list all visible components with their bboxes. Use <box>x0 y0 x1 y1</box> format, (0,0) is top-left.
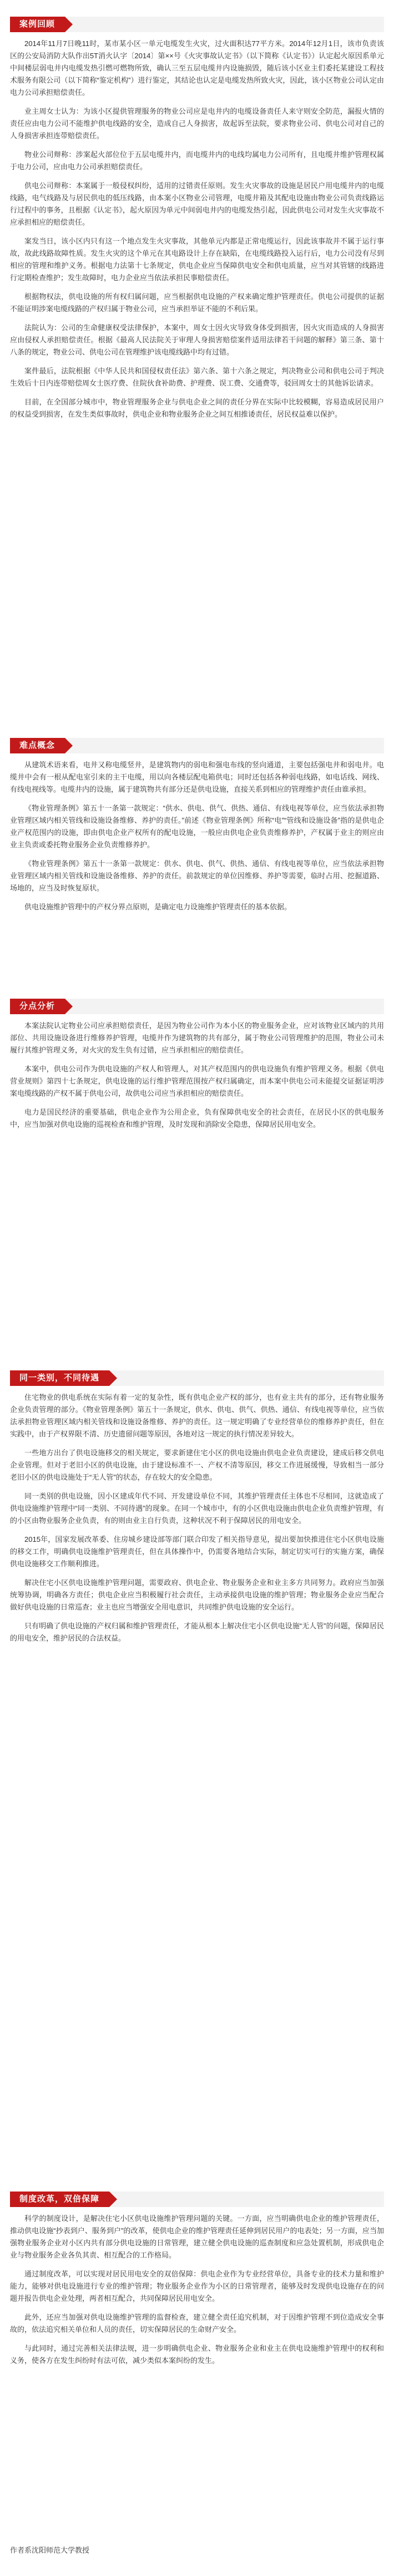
section-body <box>10 759 384 913</box>
section-body <box>10 38 384 421</box>
paragraph: 本案法院认定物业公司应承担赔偿责任，是因为物业公司作为本小区的物业服务企业，应对该物业区域内的共用部位、共用设施设备进行维修养护管理，电缆井作为建筑物的共有部分，属于物业公司管理维护的范围，物业公司未履行其维护管理义务，对火灾的发生负有过错，应当承担相应的赔偿责任。 <box>10 1021 384 1054</box>
section-analysis <box>0 999 394 1137</box>
paragraph: 与此同时，通过完善相关法律法规，进一步明确供电企业、物业服务企业和业主在供电设施维护管理中的权利和义务，使各方在发生纠纷时有法可依，减少类似本案纠纷的发生。 <box>10 2344 384 2365</box>
section-case-review <box>0 17 394 427</box>
section-reform <box>0 2192 394 2373</box>
section-title: 同一类别，不同待遇 <box>12 1370 109 1386</box>
paragraph: 案件最后，法院根据《中华人民共和国侵权责任法》第六条、第十六条之规定，判决物业公司和供电公司于判决生效后十日内连带赔偿周女士医疗费、住院伙食补助费、护理费、误工费、交通费等，驳回周女士的其他诉讼请求。 <box>10 367 384 387</box>
paragraph: 案发当日，该小区内只有这一个地点发生火灾事故，其他单元内都是正常电缆运行，因此该事故并不属于运行事故，故此线路故障性质。发生火灾的这个单元在其电路设计上存在缺陷，在电缆线路投入运行后，电力公司没有尽到相应的管理和维护义务。根据电力法第十七条规定，供电企业应当保障供电安全和供电质量，应当对其管辖的线路进行定期检查维护；发生故障时，电力企业应当依法承担民事赔偿责任。 <box>10 237 384 282</box>
section-body <box>10 1391 384 1644</box>
paragraph: 供电公司辩称：本案属于一般侵权纠纷，适用的过错责任原则。发生火灾事故的设施是居民户用电缆井内的电缆线路，电气线路及与居民供电的低压线路，由本案小区物业公司管理，电缆井箱及其配电设施由物业公司负责线路运行过程中的事务，且根据《认定书》，起火原因为单元中间弱电井内的电缆发热引起，因此供电公司对发生火灾事故不应承担相应的赔偿责任。 <box>10 181 384 226</box>
section-title: 案例回顾 <box>12 17 65 32</box>
section-title: 分点分析 <box>12 999 65 1014</box>
paragraph: 从建筑术语来看，电井又称电缆竖井，是建筑物内的弱电和强电布线的竖向通道，主要包括强电井和弱电井。电缆井中会有一根从配电室引来的主干电缆，用以向各楼层配电箱供电；同时还包括各种弱电线路，如电话线、网线、有线电视线等。电缆井内的设施，属于建筑物共有部分还是供电设施，直接关系到相应的管理维护责任由谁承担。 <box>10 761 384 793</box>
paragraph: 一些地方出台了供电设施移交的相关规定，要求新建住宅小区的供电设施由供电企业负责建设，建成后移交供电企业管理。但对于老旧小区的供电设施，由于建设标准不一、产权不清等原因，移交工作进展缓慢，导致相当一部分老旧小区的供电设施处于“无人管”的状态，存在较大的安全隐患。 <box>10 1449 384 1481</box>
paragraph: 物业公司辩称：涉案起火部位位于五层电缆井内，而电缆井内的电线均属电力公司所有，且电缆井维护管理权属于电力公司，应由电力公司承担赔偿责任。 <box>10 150 384 171</box>
paragraph: 本案中，供电公司作为供电设施的产权人和管理人，对其产权范围内的供电设施负有维护管理义务。根据《供电营业规则》第四十七条规定，供电设施的运行维护管理范围按产权归属确定，而本案中供电公司未能提交证据证明涉案电缆线路的产权不属于供电公司，故供电公司应当承担相应的赔偿责任。 <box>10 1065 384 1097</box>
section-body <box>10 1020 384 1131</box>
paragraph: 供电设施维护管理中的产权分界点原则，是确定电力设施维护管理责任的基本依据。 <box>24 903 292 911</box>
paragraph: 只有明确了供电设施的产权归属和维护管理责任，才能从根本上解决住宅小区供电设施“无人管”的问题，保障居民的用电安全，维护居民的合法权益。 <box>10 1622 384 1642</box>
paragraph: 《物业管理条例》第五十一条第一款规定：供水、供电、供气、供热、通信、有线电视等单位，应当依法承担物业管理区域内相关管线和设施设备维修、养护的责任。前款规定的单位因维修、养护等需要，临时占用、挖掘道路、场地的，应当及时恢复原状。 <box>10 859 384 892</box>
paragraph: 2014年11月7日晚11时，某市某小区一单元电缆发生火灾，过火面积达77平方米。2014年12月1日，该市负责该区的公安局消防大队作出5T消火认字〔2014〕第××号《火灾事故认定书》（以下简称《认定书》）认定起火原因系单元中间楼层弱电井内电缆发热引燃可燃物所致，确认三至五层电缆井内设施损毁，随后该小区业主们委托某建设工程技术服务有限公司（以下简称“鉴定机构”）进行鉴定，其结论也认定是电缆发热所致火灾，因此，该小区物业公司认定由电力公司承担赔偿责任。 <box>10 39 384 97</box>
paragraph: 法院认为：公司的生命健康权受法律保护，本案中，周女士因火灾导致身体受到损害，因火灾而造成的人身损害应由侵权人承担赔偿责任。根据《最高人民法院关于审理人身损害赔偿案件适用法律若干问题的解释》第三条、第十八条的规定，物业公司、供电公司在管理维护该电缆线路中均有过错。 <box>10 323 384 356</box>
paragraph: 同一类别的供电设施，因小区建成年代不同、开发建设单位不同，其维护管理责任主体也不尽相同，这就造成了供电设施维护管理中“同一类别、不同待遇”的现象。在同一个城市中，有的小区供电设施由供电企业负责维护管理，有的小区由物业服务企业负责，有的则由业主自行负责，这种状况不利于保障居民的用电安全。 <box>10 1492 384 1525</box>
paragraph: 住宅物业的供电系统在实际有着一定的复杂性，既有供电企业产权的部分，也有业主共有的部分，还有物业服务企业负责管理的部分。《物业管理条例》第五十一条规定，供水、供电、供气、供热、通信、有线电视等单位，应当依法承担物业管理区域内相关管线和设施设备维修、养护的责任。这一规定明确了专业经营单位的维修养护责任，但在实践中，由于产权界限不清、历史遗留问题等原因，各地对这一规定的执行情况差异较大。 <box>10 1393 384 1438</box>
section-body <box>10 2213 384 2367</box>
paragraph: 根据物权法，供电设施的所有权归属问题，应当根据供电设施的产权来确定维护管理责任。供电公司提供的证据不能证明涉案电缆线路的产权归属于物业公司，应当承担举证不能的不利后果。 <box>10 292 384 313</box>
section-same-category <box>0 1370 394 1651</box>
section-header <box>10 738 384 753</box>
paragraph: 电力是国民经济的重要基础，供电企业作为公用企业，负有保障供电安全的社会责任，在居民小区的供电服务中，应当加强对供电设施的巡视检查和维护管理，及时发现和消除安全隐患，保障居民用电安全。 <box>10 1108 384 1128</box>
section-header <box>10 1370 384 1386</box>
section-header <box>10 999 384 1014</box>
author-line: 作者系沈阳师范大学教授 <box>10 2546 90 2554</box>
paragraph: 科学的制度设计，是解决住宅小区供电设施维护管理问题的关键。一方面，应当明确供电企业的维护管理责任，推动供电设施“抄表到户、服务到户”的改革，使供电企业的维护管理责任延伸到居民用户的电表处；另一方面，应当加强物业服务企业对小区内共有部分供电设施的日常管理，建立健全供电设施的巡查制度和应急处置机制，形成供电企业与物业服务企业各负其责、相互配合的工作格局。 <box>10 2214 384 2259</box>
paragraph: 《物业管理条例》第五十一条第一款规定：“供水、供电、供气、供热、通信、有线电视等单位，应当依法承担物业管理区域内相关管线和设施设备维修、养护的责任。”前述《物业管理条例》所称“电”“管线和设施设备”指的是供电企业产权范围内的设施，即由供电企业产权所有的配电设施，一般应由供电企业负责维修养护，产权属于业主的则应由业主负责或委托物业服务企业负责维修养护。 <box>10 804 384 849</box>
section-header <box>10 2192 384 2207</box>
paragraph: 解决住宅小区供电设施维护管理问题，需要政府、供电企业、物业服务企业和业主多方共同努力。政府应当加强统筹协调，明确各方责任；供电企业应当积极履行社会责任，主动承接供电设施的维护管理；物业服务企业应当配合做好供电设施的日常巡查；业主也应当增强安全用电意识，共同维护供电设施的安全运行。 <box>10 1578 384 1611</box>
paragraph: 2015年，国家发展改革委、住房城乡建设部等部门联合印发了相关指导意见，提出要加快推进住宅小区供电设施的移交工作，明确供电设施维护管理责任，但在具体操作中，仍需要各地结合实际，制定切实可行的实施方案，确保供电设施移交工作顺利推进。 <box>10 1535 384 1568</box>
paragraph: 通过制度改革，可以实现对居民用电安全的双倍保障：供电企业作为专业经营单位，具备专业的技术力量和维护能力，能够对供电设施进行专业的维护管理；物业服务企业作为小区的日常管理者，能够及时发现供电设施存在的问题并报告供电企业处理，两者相互配合，共同保障居民用电安全。 <box>10 2270 384 2302</box>
section-header <box>10 17 384 32</box>
section-title: 难点概念 <box>12 738 65 753</box>
paragraph: 目前，在全国部分城市中，物业管理服务企业与供电企业之间的责任分界在实际中比较模糊，容易造成居民用户的权益受到损害，在发生类似事故时，供电企业和物业服务企业之间互相推诿责任，居民权益难以保护。 <box>10 398 384 418</box>
paragraph: 业主周女士认为：为该小区提供管理服务的物业公司应是电井内的电缆设备责任人来守则安全防范，漏报火情的责任应由电力公司不能维护供电线路的安全，造成自己人身损害，故起诉至法院，要求物业公司、供电公司对自己的人身损害承担连带赔偿责任。 <box>10 107 384 140</box>
section-concepts <box>0 738 394 920</box>
section-title: 制度改革，双倍保障 <box>12 2192 109 2207</box>
paragraph: 此外，还应当加强对供电设施维护管理的监督检查，建立健全责任追究机制，对于因维护管理不到位造成安全事故的，依法追究相关单位和人员的责任，切实保障居民的生命财产安全。 <box>10 2313 384 2334</box>
